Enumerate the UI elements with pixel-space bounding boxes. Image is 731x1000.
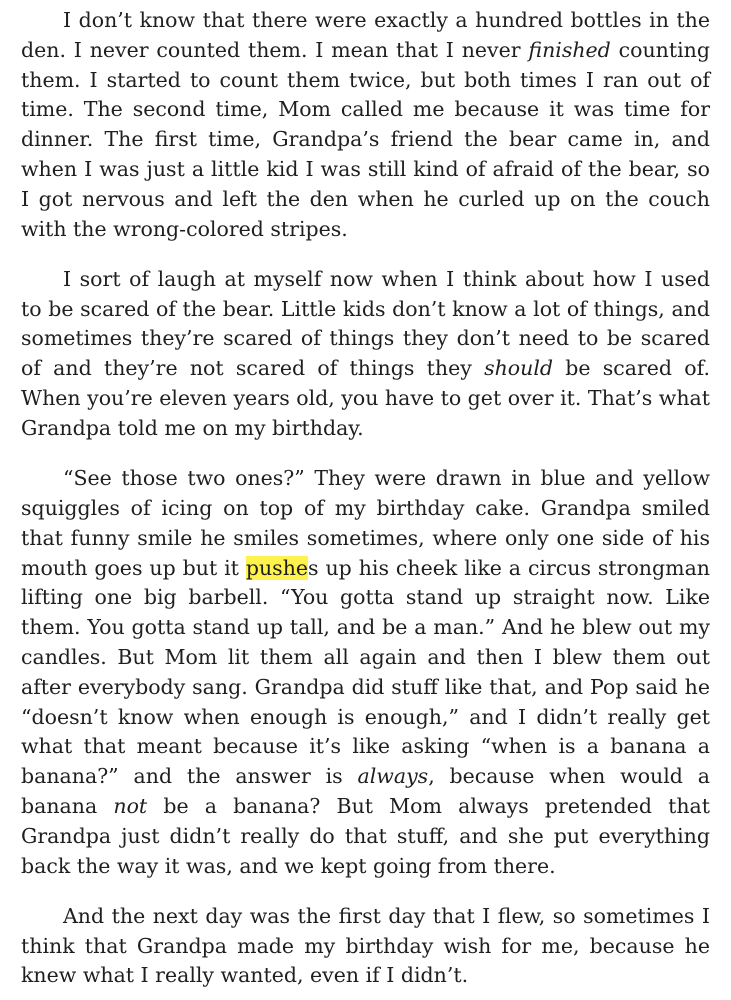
text-run: “See those two ones?” They were drawn in blue and yellow squiggles of icing on top of my birthday cake. Grandpa smiled that funny smile he smiles sometimes, where only one side of his mouth goes up but it xyxy=(21,466,710,580)
italic-text: always xyxy=(357,764,429,789)
italic-text: should xyxy=(484,356,554,381)
text-run: counting them. I started to count them twice, but both times I ran out of time. The second time, Mom called me because it was time for dinner. The first time, Grandpa’s friend the bear came in, and when I was just a little kid I was still kind of afraid of the bear, so I got nervous and left the den when he curled up on the couch with the wrong-colored stripes. xyxy=(21,37,710,241)
highlighted-text[interactable]: pushe xyxy=(245,555,309,580)
text-run: be a banana? But Mom always pretended that Grandpa just didn’t really do that stuff, and she put everything back the way it was, and we kept going from there. xyxy=(21,793,711,878)
text-run: s up his cheek like a circus strongman lifting one big barbell. “You gotta stand up straight now. Like them. You gotta stand up tall, and be a man.” And he blew out my candles. But Mom lit them all again and then I blew them out after everybody sang. Grandpa did stuff like that, and Pop said he “doesn’t know when enough is enough,” and I didn’t really get what that meant because it’s like asking “when is a banana a banana?” and the answer is xyxy=(21,555,710,789)
paragraph-2 xyxy=(21,265,710,444)
text-run: I don’t know that there were exactly a hundred bottles in the den. I never counted them. I mean that I never xyxy=(21,8,710,62)
paragraph-4 xyxy=(21,902,710,991)
text-run: be scared of. When you’re eleven years old, you have to get over it. That’s what Grandpa told me on my birthday. xyxy=(21,356,711,440)
text-run: I sort of laugh at myself now when I think about how I used to be scared of the bear. Little kids don’t know a lot of things, and sometimes they’re scared of things they don’t need to be scared of and they’re not scared of things they xyxy=(21,266,710,381)
italic-text: not xyxy=(113,793,148,818)
text-run: And the next day was the first day that I flew, so sometimes I think that Grandpa made my birthday wish for me, because he knew what I really wanted, even if I didn’t. xyxy=(21,903,710,988)
paragraph-3 xyxy=(21,464,710,881)
paragraph-1 xyxy=(21,6,710,244)
text-run: , because when would a banana xyxy=(21,764,710,818)
italic-text: finished xyxy=(528,37,611,62)
